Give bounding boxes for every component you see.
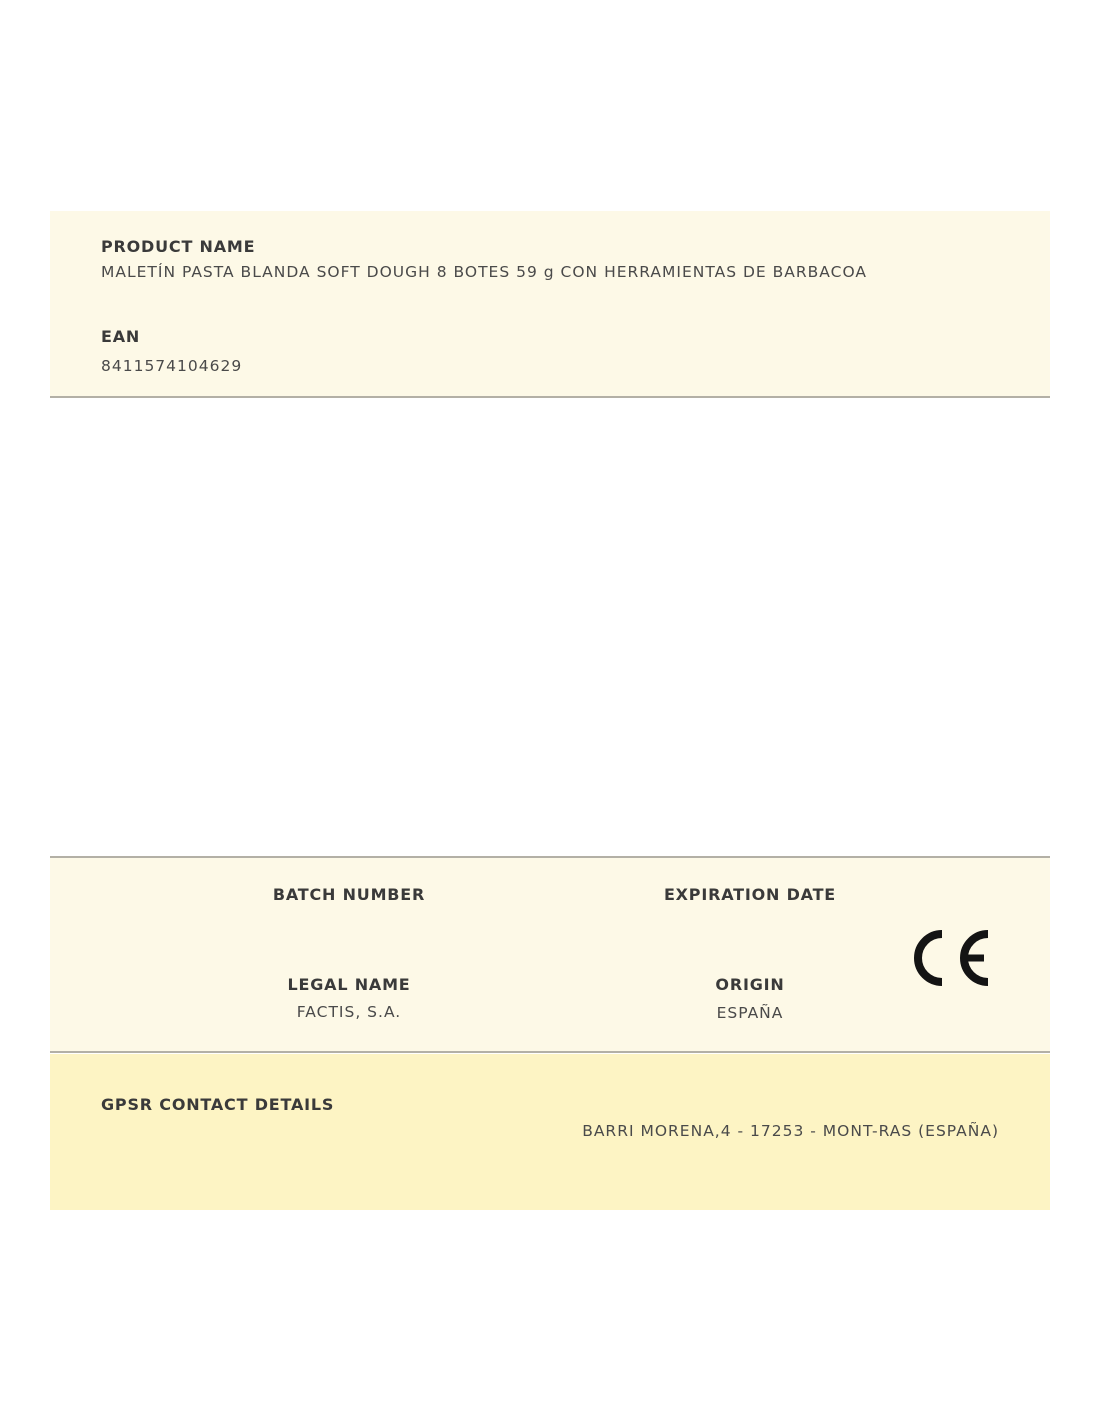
batch-info-panel: [50, 856, 1050, 1053]
product-name-value: MALETÍN PASTA BLANDA SOFT DOUGH 8 BOTES 59 g CON HERRAMIENTAS DE BARBACOA: [101, 263, 867, 281]
origin-cell: [600, 975, 900, 1022]
batch-number-label: BATCH NUMBER: [272, 885, 426, 904]
product-name-label: PRODUCT NAME: [101, 237, 256, 256]
gpsr-contact-address: BARRI MORENA,4 - 17253 - MONT-RAS (ESPAÑA): [582, 1122, 999, 1140]
ean-label: EAN: [101, 327, 141, 346]
ce-mark-icon: [908, 928, 992, 988]
legal-name-label: LEGAL NAME: [287, 975, 411, 994]
ean-value: 8411574104629: [101, 357, 243, 375]
expiration-date-label: EXPIRATION DATE: [663, 885, 837, 904]
origin-label: ORIGIN: [715, 975, 785, 994]
expiration-date-cell: [600, 885, 900, 904]
legal-name-cell: [199, 975, 499, 1021]
gpsr-contact-label: GPSR CONTACT DETAILS: [101, 1095, 335, 1114]
product-info-panel: [50, 211, 1050, 398]
origin-value: ESPAÑA: [716, 1004, 784, 1022]
batch-number-cell: [199, 885, 499, 904]
legal-name-value: FACTIS, S.A.: [296, 1003, 402, 1021]
gpsr-contact-panel: [50, 1054, 1050, 1210]
